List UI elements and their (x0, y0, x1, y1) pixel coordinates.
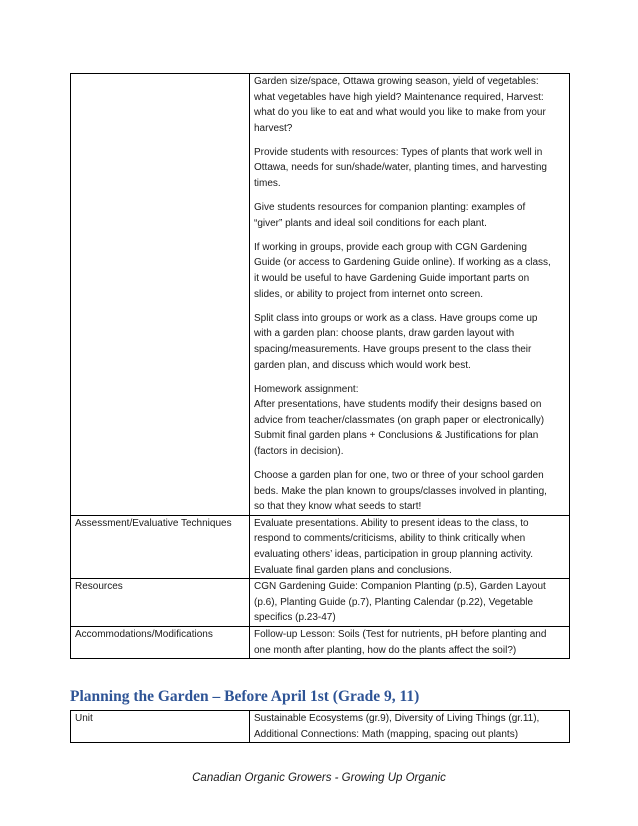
row-label-resources: Resources (71, 579, 250, 627)
paragraph: Choose a garden plan for one, two or three of your school garden beds. Make the plan known to groups/classes involved in planting, so that they know what seeds to start! (254, 470, 547, 513)
assessment-cell (250, 515, 570, 578)
row-label-unit: Unit (71, 711, 250, 743)
table-row (71, 579, 570, 627)
row-label-accommodations: Accommodations/Modifications (71, 627, 250, 659)
section-heading: Planning the Garden – Before April 1st (Grade 9, 11) (70, 688, 420, 705)
paragraph: If working in groups, provide each group with CGN Gardening Guide (or access to Gardening Guide online). If working as a class, it would be useful to have Gardening Guide important parts on slides, or ability to project from internet onto screen. (254, 241, 551, 300)
unit-cell (250, 711, 570, 743)
activities-cell (250, 74, 570, 516)
paragraph: Homework assignment: After presentations, have students modify their designs based on advice from teacher/classmates (on graph paper or electronically) Submit final garden plans + Conclusions & Justifications for plan (factors in decision). (254, 383, 545, 457)
cell-text: CGN Gardening Guide: Companion Planting (p.5), Garden Layout (p.6), Planting Guide (p.7), Planting Calendar (p.22), Vegetable specifics (p.23-47) (254, 581, 546, 624)
cell-text: Follow-up Lesson: Soils (Test for nutrients, pH before planting and one month after planting, how do the plants affect the soil?) (254, 629, 547, 656)
lesson-plan-table (70, 73, 570, 659)
paragraph: Garden size/space, Ottawa growing season, yield of vegetables: what vegetables have high yield? Maintenance required, Harvest: what do you like to eat and what would you like to make from your harvest? (254, 76, 546, 134)
paragraph: Provide students with resources: Types of plants that work well in Ottawa, needs for sun/shade/water, planting times, and harvesting times. (254, 146, 547, 190)
paragraph: Split class into groups or work as a class. Have groups come up with a garden plan: choose plants, draw garden layout with spacing/measurements. Have groups present to the class their garden plan, and discuss which would work best. (254, 312, 538, 371)
paragraph: Give students resources for companion planting: examples of “giver” plants and ideal soil conditions for each plant. (254, 202, 526, 229)
table-row (71, 627, 570, 659)
resources-cell (250, 579, 570, 627)
table-row (71, 711, 570, 743)
row-label (71, 74, 250, 516)
table-row (71, 74, 570, 516)
unit-table (70, 710, 570, 743)
cell-text: Evaluate presentations. Ability to present ideas to the class, to respond to comments/criticisms, ability to think critically when evaluating others’ ideas, participation in group planning activity. Evaluate final garden plans and conclusions. (254, 517, 534, 576)
accommodations-cell (250, 627, 570, 659)
cell-text: Sustainable Ecosystems (gr.9), Diversity of Living Things (gr.11), Additional Connections: Math (mapping, spacing out plants) (254, 713, 540, 740)
table-row (71, 515, 570, 578)
page-footer: Canadian Organic Growers - Growing Up Organic (192, 772, 446, 784)
row-label-assessment: Assessment/Evaluative Techniques (71, 515, 250, 578)
